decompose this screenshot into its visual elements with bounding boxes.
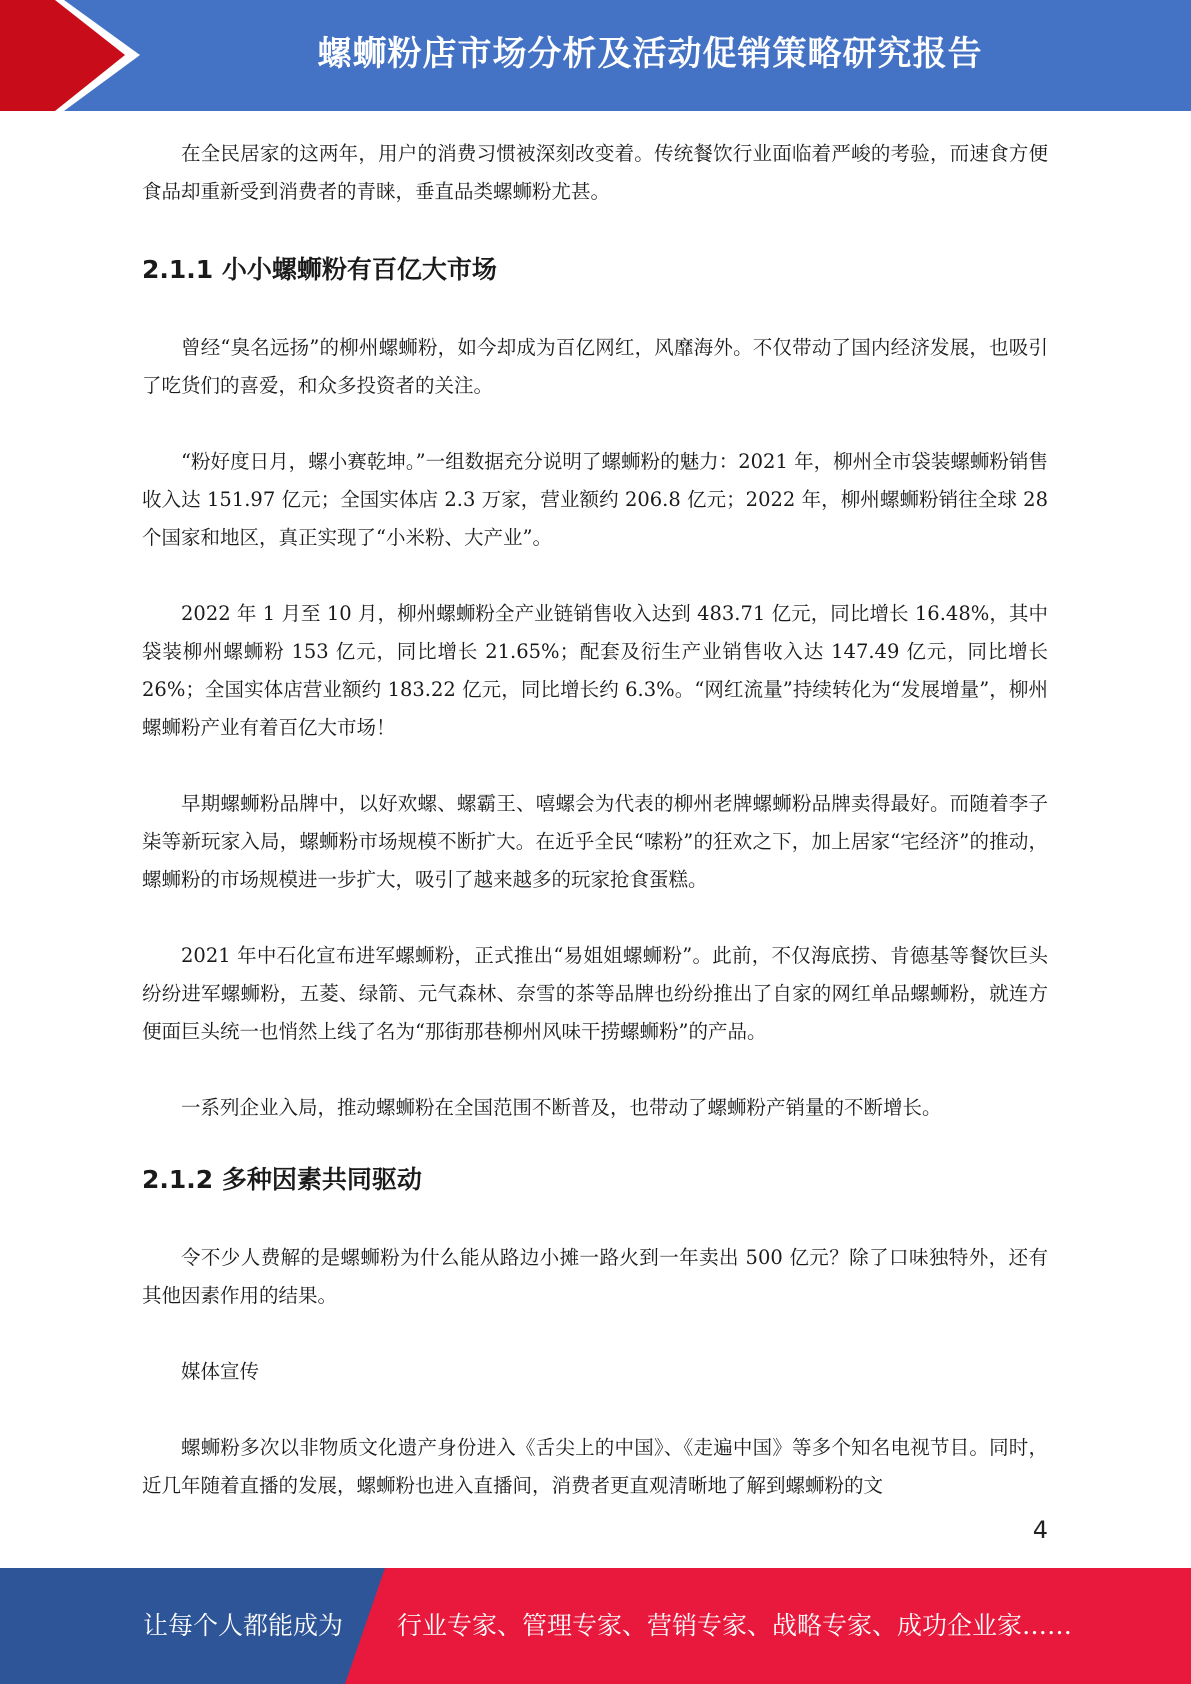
page-number: 4: [1032, 1516, 1048, 1544]
section-heading-2-1-2: 2.1.2 多种因素共同驱动: [142, 1165, 422, 1194]
header-arrow-decoration: [0, 0, 160, 111]
document-title: 螺蛳粉店市场分析及活动促销策略研究报告: [317, 34, 983, 74]
page-content: [142, 135, 1048, 1505]
paragraph: 早期螺蛳粉品牌中，以好欢螺、螺霸王、嘻螺会为代表的柳州老牌螺蛳粉品牌卖得最好。而随着李子柒等新玩家入局，螺蛳粉市场规模不断扩大。在近乎全民“嗦粉”的狂欢之下，加上居家“宅经济”的推动，螺蛳粉的市场规模进一步扩大，吸引了越来越多的玩家抢食蛋糕。: [142, 792, 1048, 891]
paragraph: 一系列企业入局，推动螺蛳粉在全国范围不断普及，也带动了螺蛳粉产销量的不断增长。: [181, 1096, 942, 1119]
paragraph: “粉好度日月，螺小赛乾坤。”一组数据充分说明了螺蛳粉的魅力：2021 年，柳州全市袋装螺蛳粉销售收入达 151.97 亿元；全国实体店 2.3 万家，营业额约 206.8 亿元；2022 年，柳州螺蛳粉销往全球 28 个国家和地区，真正实现了“小米粉、大产业”。: [142, 450, 1048, 549]
paragraph: 2021 年中石化宣布进军螺蛳粉，正式推出“易姐姐螺蛳粉”。此前，不仅海底捞、肯德基等餐饮巨头纷纷进军螺蛳粉，五菱、绿箭、元气森林、奈雪的茶等品牌也纷纷推出了自家的网红单品螺蛳粉，就连方便面巨头统一也悄然上线了名为“那街那巷柳州风味干捞螺蛳粉”的产品。: [142, 944, 1048, 1043]
footer-banner: [0, 1568, 1191, 1684]
footer-slogan-left: 让每个人都能成为: [143, 1611, 344, 1640]
section-heading-2-1-1: 2.1.1 小小螺蛳粉有百亿大市场: [142, 255, 497, 284]
intro-paragraph: 在全民居家的这两年，用户的消费习惯被深刻改变着。传统餐饮行业面临着严峻的考验，而速食方便食品却重新受到消费者的青睐，垂直品类螺蛳粉尤甚。: [142, 142, 1048, 203]
paragraph: 螺蛳粉多次以非物质文化遗产身份进入《舌尖上的中国》、《走遍中国》等多个知名电视节目。同时，近几年随着直播的发展，螺蛳粉也进入直播间，消费者更直观清晰地了解到螺蛳粉的文: [142, 1436, 1048, 1497]
paragraph: 曾经“臭名远扬”的柳州螺蛳粉，如今却成为百亿网红，风靡海外。不仅带动了国内经济发展，也吸引了吃货们的喜爱，和众多投资者的关注。: [142, 336, 1048, 397]
footer-slogan-right: 行业专家、管理专家、营销专家、战略专家、成功企业家……: [397, 1611, 1073, 1640]
subheading-paragraph: 媒体宣传: [181, 1360, 260, 1383]
paragraph: 2022 年 1 月至 10 月，柳州螺蛳粉全产业链销售收入达到 483.71 亿元，同比增长 16.48%，其中袋装柳州螺蛳粉 153 亿元，同比增长 21.65%；配套及衍生产业销售收入达 147.49 亿元，同比增长 26%；全国实体店营业额约 183.22 亿元，同比增长约 6.3%。“网红流量”持续转化为“发展增量”，柳州螺蛳粉产业有着百亿大市场！: [142, 602, 1048, 739]
paragraph: 令不少人费解的是螺蛳粉为什么能从路边小摊一路火到一年卖出 500 亿元？除了口味独特外，还有其他因素作用的结果。: [142, 1246, 1048, 1307]
